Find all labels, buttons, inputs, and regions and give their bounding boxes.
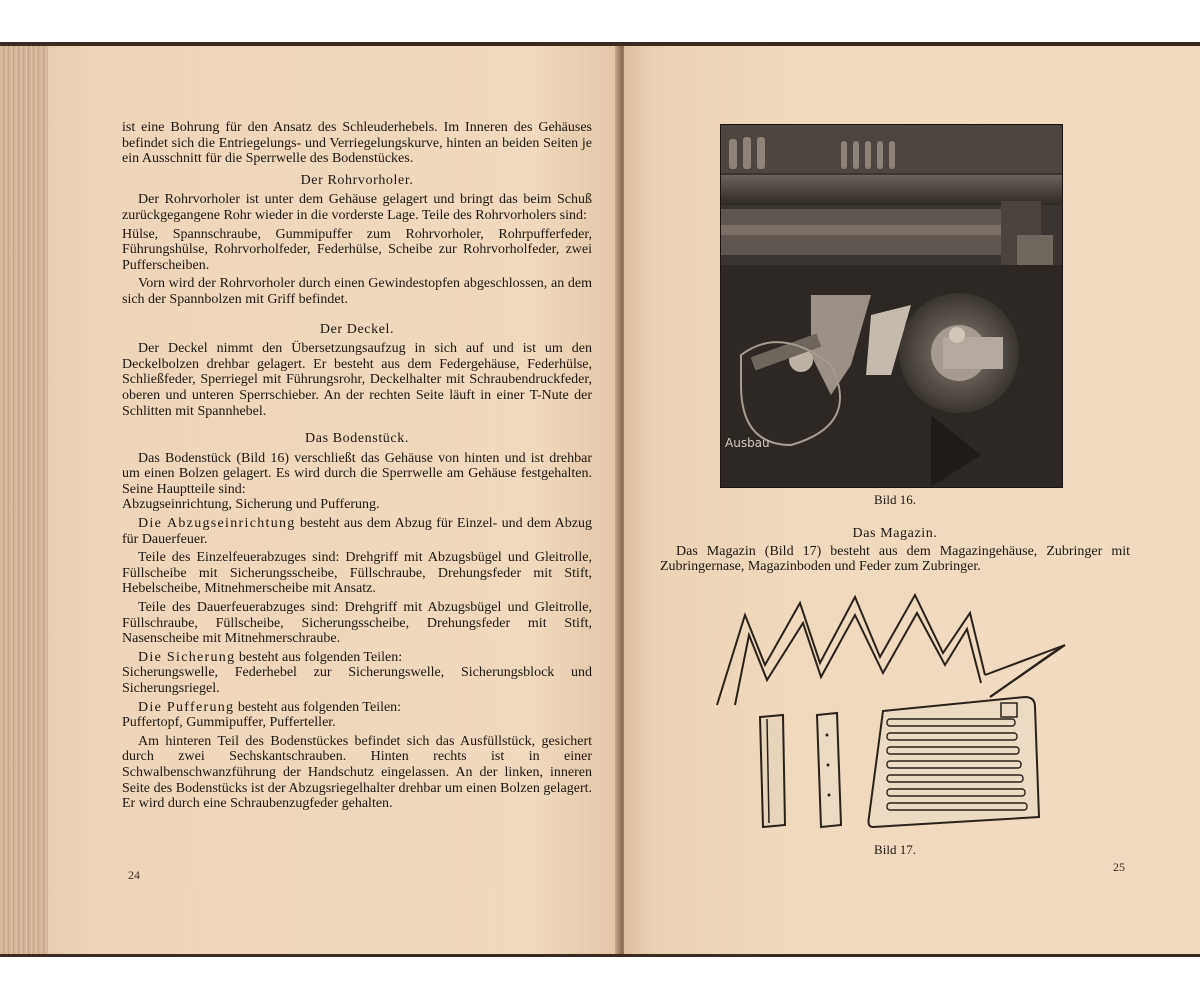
bodenstueck-paragraph-8: [122, 700, 592, 716]
intro-paragraph: ist eine Bohrung für den Ansatz des Schleuderhebels. Im Inneren des Gehäuses befindet sich die Entriegelungs- und Verriegelungskurve, hinten an beiden Seiten je ein Ausschnitt für die Sperrwelle des Bodenstückes.: [122, 120, 592, 167]
pufferung-rest: besteht aus folgenden Teilen:: [234, 699, 402, 715]
rohrvorholer-paragraph-3: Vorn wird der Rohrvorholer durch einen Gewindestopfen abgeschlossen, an dem sich der Spannbolzen mit Griff befindet.: [122, 276, 592, 307]
abzugseinrichtung-rest: besteht aus dem Abzug für Einzel- und dem Abzug für Dauerfeuer.: [122, 516, 592, 547]
bodenstueck-paragraph-7: Sicherungswelle, Federhebel zur Sicherungswelle, Sicherungsblock und Sicherungsriegel.: [122, 665, 592, 696]
right-page-text: [660, 526, 1130, 575]
zubringer-follower-icon: [817, 713, 841, 827]
sicherung-rest: besteht aus folgenden Teilen:: [235, 649, 403, 665]
bodenstueck-paragraph-2: Abzugseinrichtung, Sicherung und Pufferung.: [122, 497, 380, 513]
bodenstueck-paragraph-4: Teile des Einzelfeuerabzuges sind: Drehgriff mit Abzugsbügel und Gleitrolle, Füllscheibe mit Sicherungsscheibe, Füllschraube, Drehungsfeder mit Stift, Hebelscheibe, Mitnehmerscheibe mit Ansatz.: [122, 550, 592, 597]
figure-17-magazine-drawing: [705, 585, 1085, 835]
magazin-paragraph: Das Magazin (Bild 17) besteht aus dem Magazingehäuse, Zubringer mit Zubringernase, Magazinboden und Feder zum Zubringer.: [660, 543, 1130, 575]
bodenstueck-paragraph-5: Teile des Dauerfeuerabzuges sind: Drehgriff mit Abzugsbügel und Gleitrolle, Füllschraube, Füllscheibe, Sicherungsscheibe, Drehungsfeder mit Stift, Nasenscheibe mit Mitnehmerschraube.: [122, 600, 592, 647]
caption-bild-16: Bild 16.: [874, 492, 916, 507]
abzugseinrichtung-lead: Die Abzugseinrichtung: [138, 516, 296, 532]
heading-rohrvorholer: Der Rohrvorholer.: [300, 172, 414, 188]
sicherung-lead: Die Sicherung: [138, 649, 236, 665]
pufferung-lead: Die Pufferung: [138, 699, 235, 715]
rohrvorholer-paragraph-2: Hülse, Spannschraube, Gummipuffer zum Rohrvorholer, Rohrpufferfeder, Führungshülse, Rohrvorholfeder, Federhülse, Scheibe zur Rohrvorholfeder, zwei Pufferscheiben.: [122, 226, 592, 273]
bodenstueck-paragraph-6: [122, 650, 592, 666]
heading-deckel: Der Deckel.: [319, 321, 395, 337]
rohrvorholer-paragraph-1: Der Rohrvorholer ist unter dem Gehäuse gelagert und bringt das beim Schuß zurückgegangene Rohr wieder in die vorderste Lage. Teile des Rohrvorholers sind:: [122, 192, 592, 223]
left-page-text: [122, 120, 592, 812]
bodenstueck-paragraph-9: Puffertopf, Gummipuffer, Pufferteller.: [122, 715, 336, 731]
zubringer-spring-icon: [717, 595, 1065, 705]
machine-gun-mechanism-photo: [721, 125, 1062, 487]
deckel-paragraph: Der Deckel nimmt den Übersetzungsaufzug in sich auf und ist um den Deckelbolzen drehbar gelagert. Er besteht aus dem Federgehäuse, Federhülse, Schließfeder, Sperriegel mit Führungsrohr, Deckelhalter mit Schraubendruckfeder, oberen und unteren Sperrschieber. An der rechten Seite läuft in einer T-Nute der Schlitten mit Spannhebel.: [122, 341, 592, 419]
heading-magazin: Das Magazin.: [852, 526, 938, 541]
page-edges: [0, 46, 50, 954]
heading-bodenstueck: Das Bodenstück.: [305, 431, 409, 447]
bodenstueck-paragraph-1: Das Bodenstück (Bild 16) verschließt das Gehäuse von hinten und ist drehbar um einen Bolzen gelagert. Es wird durch die Sperrwelle am Gehäuse festgehalten. Seine Hauptteile sind:: [122, 450, 592, 497]
caption-bild-17: Bild 17.: [874, 842, 916, 857]
bodenstueck-paragraph-10: Am hinteren Teil des Bodenstückes befindet sich das Ausfüllstück, gesichert durch zwei Sechskantschrauben. Hinten rechts ist in einer Schwalbenschwanzführung der Handschutz eingelassen. An der linken, inneren Seite des Bodenstücks ist der Abzugsriegelhalter drehbar um einen Bolzen gelagert. Er wird durch eine Schraubenzugfeder gehalten.: [122, 733, 592, 812]
magazine-housing-icon: [869, 697, 1040, 827]
page-number-left: 24: [128, 868, 140, 882]
photo-label-ausbau: Ausbau: [725, 436, 770, 450]
bodenstueck-paragraph-3: [122, 516, 592, 547]
magazine-base-plate-icon: [760, 715, 785, 827]
page-number-right: 25: [1113, 860, 1125, 874]
figure-16-photo: [720, 124, 1063, 488]
